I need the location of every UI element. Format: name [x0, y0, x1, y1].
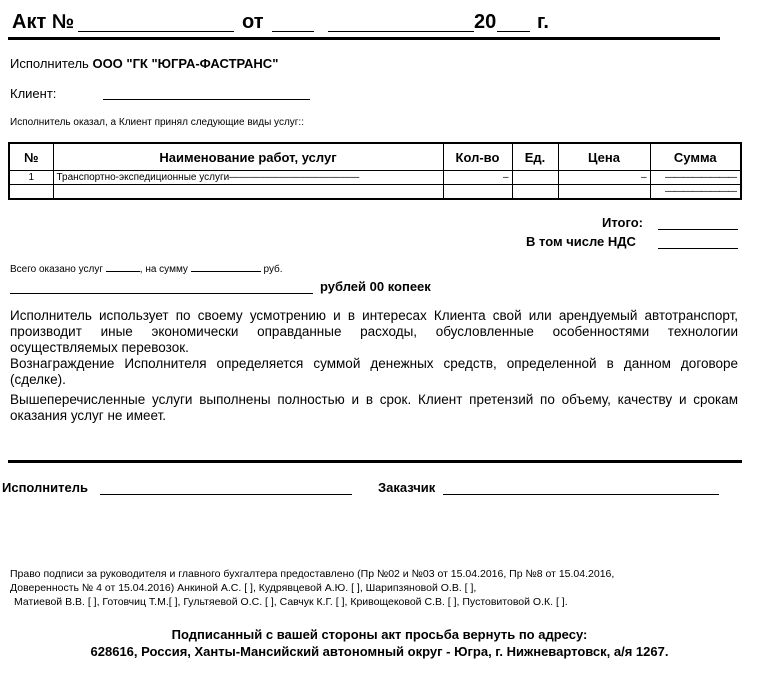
executor-signature-blank — [100, 494, 352, 495]
customer-signature-blank — [443, 494, 719, 495]
signature-divider — [8, 460, 742, 463]
row-name-cell — [53, 171, 443, 185]
client-label: Клиент: — [10, 86, 57, 101]
col-header-num: № — [9, 143, 53, 171]
authority-line-1: Право подписи за руководителя и главного бухгалтера предоставлено (Пр №02 и №03 от 15.04.2016, Пр №8 от 15.04.2016, — [10, 568, 615, 580]
act-year-label: 20 — [474, 11, 497, 33]
vat-blank — [658, 248, 738, 249]
summary-rub-label: руб. — [263, 264, 283, 275]
row2-sum — [650, 185, 741, 200]
summary-line — [10, 264, 283, 275]
row-name: Транспортно-экспедиционные услуги — [56, 172, 230, 183]
act-number-label: Акт № — [12, 11, 75, 33]
rub-kop-label: рублей 00 копеек — [320, 279, 431, 294]
terms-paragraphs — [10, 308, 738, 424]
row-price: – — [558, 171, 650, 185]
act-year-suffix: г. — [537, 11, 549, 33]
row-qty: – — [443, 171, 512, 185]
row2-sum-dashes: ———————— — [665, 186, 737, 197]
services-count-blank — [106, 271, 140, 272]
executor-signature-label: Исполнитель — [2, 480, 88, 495]
row-num: 1 — [9, 171, 53, 185]
col-header-unit: Ед. — [512, 143, 558, 171]
act-date-label: от — [242, 11, 264, 33]
act-year-blank — [497, 31, 530, 32]
return-address: 628616, Россия, Ханты-Мансийский автономный округ - Югра, г. Нижневартовск, а/я 1267. — [90, 644, 669, 659]
row-sum — [650, 171, 741, 185]
terms-paragraph-1: Исполнитель использует по своему усмотрению и в интересах Клиента свой или арендуемый автотранспорт, производит иные экономически оправданные расходы, обусловленные особенностями технологии осуществляемых перевозок. — [10, 308, 738, 355]
executor-line — [10, 56, 278, 71]
executor-name: ООО "ГК "ЮГРА-ФАСТРАНС" — [92, 56, 279, 71]
services-table — [8, 142, 742, 200]
table-header-row — [9, 143, 741, 171]
col-header-qty: Кол-во — [443, 143, 512, 171]
terms-paragraph-2: Вознаграждение Исполнителя определяется суммой денежных средств, определенной в данном договоре (сделке). — [10, 356, 738, 387]
executor-label: Исполнитель — [10, 56, 89, 71]
terms-paragraph-3: Вышеперечисленные услуги выполнены полностью и в срок. Клиент претензий по объему, качеству и срокам оказания услуг не имеет. — [10, 392, 738, 423]
amount-blank — [191, 271, 261, 272]
client-blank — [103, 99, 310, 100]
row-name-dashes: ————————————— — [229, 172, 360, 183]
header-divider — [8, 37, 720, 40]
table-row — [9, 185, 741, 200]
summary-amount-label: , на сумму — [139, 264, 188, 275]
total-blank — [658, 229, 738, 230]
customer-signature-label: Заказчик — [378, 480, 436, 495]
row-sum-dashes: ———————— — [665, 172, 737, 183]
col-header-price: Цена — [558, 143, 650, 171]
col-header-sum: Сумма — [650, 143, 741, 171]
intro-text: Исполнитель оказал, а Клиент принял следующие виды услуг:: — [10, 117, 304, 128]
authority-line-3: Матиевой В.В. [ ], Готовчиц Т.М.[ ], Гультяевой О.С. [ ], Савчук К.Г. [ ], Кривощековой С.В. [ ], Пустовитовой О.К. [ ]. — [14, 596, 568, 608]
return-instruction: Подписанный с вашей стороны акт просьба вернуть по адресу: — [171, 627, 588, 642]
summary-services-label: Всего оказано услуг — [10, 264, 103, 275]
row-unit — [512, 171, 558, 185]
total-label: Итого: — [602, 215, 643, 230]
table-row — [9, 171, 741, 185]
act-month-blank — [328, 31, 474, 32]
amount-words-blank — [10, 293, 313, 294]
vat-label: В том числе НДС — [526, 234, 636, 249]
act-number-blank — [78, 31, 234, 32]
authority-line-2: Доверенность № 4 от 15.04.2016) Анкиной А.С. [ ], Кудрявцевой А.Ю. [ ], Шарипзяновой О.В. [ ], — [10, 582, 477, 594]
act-day-blank — [272, 31, 314, 32]
col-header-name: Наименование работ, услуг — [53, 143, 443, 171]
